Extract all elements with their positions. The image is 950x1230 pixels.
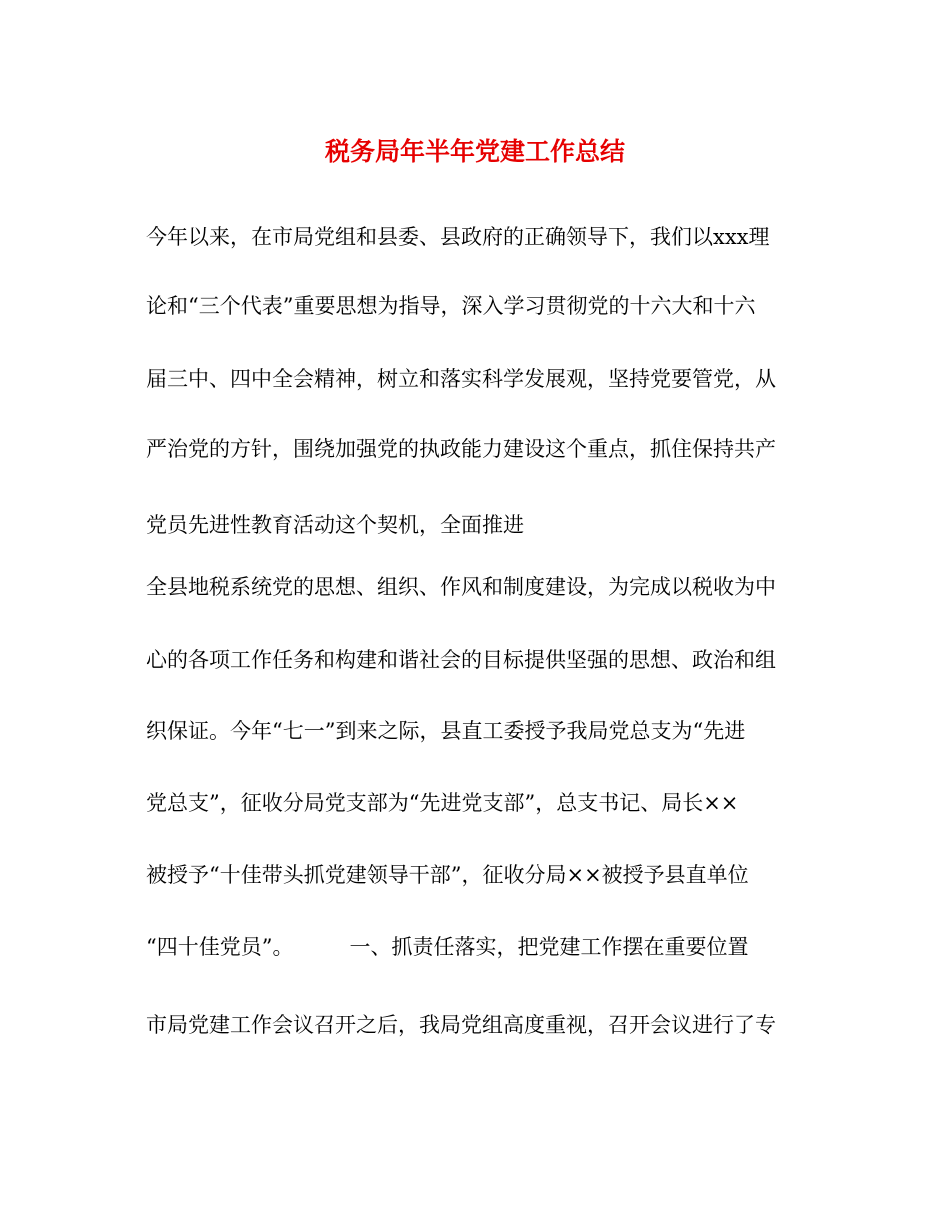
body-line-6: 全县地税系统党的思想、组织、作风和制度建设，为完成以税收为中 xyxy=(146,575,776,599)
body-line-5: 党员先进性教育活动这个契机，全面推进 xyxy=(146,513,524,537)
closing-quote-text: “四十佳党员”。 xyxy=(146,935,294,959)
body-line-8: 织保证。今年“七一”到来之际，县直工委授予我局党总支为“先进 xyxy=(146,719,746,743)
body-line-7: 心的各项工作任务和构建和谐社会的目标提供坚强的思想、政治和组 xyxy=(146,648,776,672)
body-line-10: 被授予“十佳带头抓党建领导干部”，征收分局××被授予县直单位 xyxy=(146,863,749,887)
body-line-1: 今年以来，在市局党组和县委、县政府的正确领导下，我们以xxx理 xyxy=(146,225,770,249)
section-heading-1: 一、抓责任落实，把党建工作摆在重要位置 xyxy=(349,935,749,959)
body-line-3: 届三中、四中全会精神，树立和落实科学发展观，坚持党要管党，从 xyxy=(146,367,776,391)
body-line-11 xyxy=(146,932,806,962)
body-line-4: 严治党的方针，围绕加强党的执政能力建设这个重点，抓住保持共产 xyxy=(146,437,776,461)
body-line-2: 论和“三个代表”重要思想为指导，深入学习贯彻党的十六大和十六 xyxy=(146,294,756,318)
body-line-12: 市局党建工作会议召开之后，我局党组高度重视，召开会议进行了专 xyxy=(146,1013,776,1037)
body-line-9: 党总支”，征收分局党支部为“先进党支部”，总支书记、局长×× xyxy=(146,791,739,815)
document-title: 税务局年半年党建工作总结 xyxy=(324,137,625,166)
